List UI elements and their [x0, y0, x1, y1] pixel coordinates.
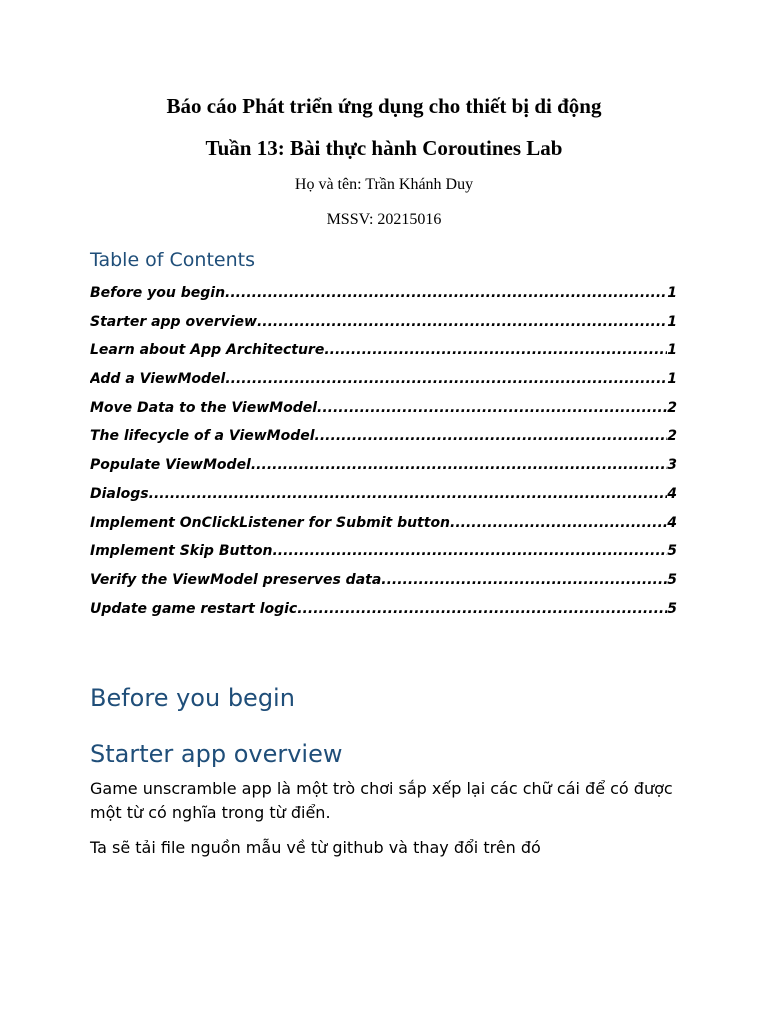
document-subtitle: Tuần 13: Bài thực hành Coroutines Lab: [205, 136, 563, 160]
toc-item-page: 3: [667, 457, 677, 474]
body-paragraph: Game unscramble app là một trò chơi sắp xếp lại các chữ cái để có được một từ có nghĩa trong từ điển.: [90, 779, 673, 822]
toc-item-label: Verify the ViewModel preserves data: [90, 571, 382, 588]
student-id: MSSV: 20215016: [326, 211, 442, 228]
toc-item-label: Populate ViewModel: [90, 457, 251, 474]
toc-item-page: 5: [667, 600, 677, 617]
toc-item-verify-viewmodel-preserves-data[interactable]: [90, 567, 677, 596]
toc-item-page: 5: [667, 543, 677, 560]
toc-item-learn-about-app-architecture[interactable]: [90, 337, 677, 366]
toc-item-label: Update game restart logic: [90, 600, 298, 617]
toc-item-add-a-viewmodel[interactable]: [90, 366, 677, 395]
toc-item-label: The lifecycle of a ViewModel: [90, 428, 315, 445]
toc-item-page: 4: [667, 514, 677, 531]
toc-item-page: 5: [667, 571, 677, 588]
table-of-contents: [90, 280, 677, 624]
toc-dot-leader: [225, 366, 667, 392]
toc-item-label: Implement Skip Button: [90, 543, 273, 560]
toc-item-starter-app-overview[interactable]: [90, 309, 677, 338]
toc-item-label: Dialogs: [90, 485, 149, 502]
toc-item-before-you-begin[interactable]: [90, 280, 677, 309]
toc-item-dialogs[interactable]: [90, 481, 677, 510]
toc-item-page: 2: [667, 399, 677, 416]
toc-item-the-lifecycle-of-a-viewmodel[interactable]: [90, 423, 677, 452]
toc-item-page: 4: [667, 485, 677, 502]
toc-heading: Table of Contents: [90, 249, 255, 271]
toc-item-label: Implement OnClickListener for Submit button: [90, 514, 451, 531]
toc-item-label: Move Data to the ViewModel: [90, 399, 318, 416]
toc-dot-leader: [257, 309, 667, 335]
toc-item-implement-onclicklistener[interactable]: [90, 510, 677, 539]
toc-dot-leader: [251, 452, 667, 478]
toc-dot-leader: [315, 423, 668, 449]
toc-dot-leader: [317, 395, 667, 421]
toc-dot-leader: [225, 280, 667, 306]
toc-item-page: 1: [667, 342, 677, 359]
toc-dot-leader: [297, 596, 667, 622]
toc-item-move-data-to-the-viewmodel[interactable]: [90, 395, 677, 424]
toc-dot-leader: [381, 567, 667, 593]
toc-item-page: 2: [667, 428, 677, 445]
toc-dot-leader: [149, 481, 668, 507]
toc-item-label: Add a ViewModel: [90, 371, 226, 388]
toc-item-page: 1: [667, 285, 677, 301]
body-paragraph: Ta sẽ tải file nguồn mẫu về từ github và thay đổi trên đó: [90, 838, 541, 857]
toc-dot-leader: [324, 337, 667, 363]
toc-item-label: Before you begin: [90, 285, 226, 301]
toc-item-page: 1: [667, 371, 677, 388]
toc-item-update-game-restart-logic[interactable]: [90, 596, 677, 625]
toc-dot-leader: [272, 538, 667, 564]
section-heading-starter-app-overview: Starter app overview: [90, 740, 343, 768]
toc-item-populate-viewmodel[interactable]: [90, 452, 677, 481]
section-heading-before-you-begin: Before you begin: [90, 684, 295, 712]
toc-item-implement-skip-button[interactable]: [90, 538, 677, 567]
toc-item-label: Learn about App Architecture: [90, 342, 325, 359]
toc-item-label: Starter app overview: [90, 313, 257, 330]
toc-dot-leader: [450, 510, 667, 536]
document-title: Báo cáo Phát triển ứng dụng cho thiết bị di động: [166, 94, 602, 118]
author-name: Họ và tên: Trần Khánh Duy: [294, 176, 474, 193]
toc-item-page: 1: [667, 313, 677, 330]
